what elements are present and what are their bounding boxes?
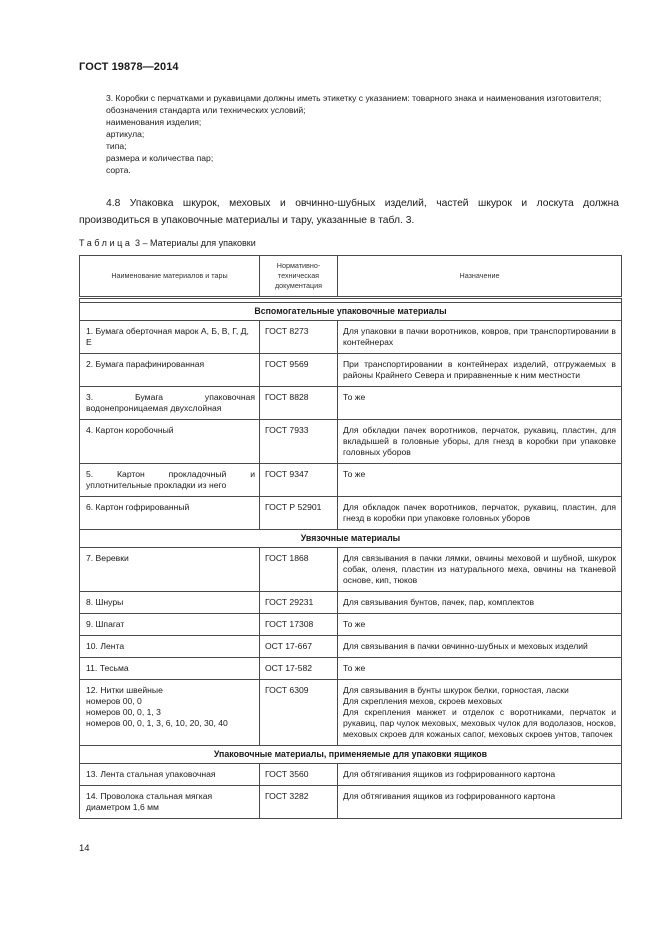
cell-name: 10. Лента bbox=[80, 636, 260, 658]
note-3-line: наименования изделия; bbox=[106, 117, 202, 127]
table-row bbox=[80, 636, 622, 658]
table-row bbox=[80, 592, 622, 614]
cell-doc: ГОСТ Р 52901 bbox=[260, 497, 338, 530]
header-purpose: Назначение bbox=[338, 256, 622, 298]
table-row bbox=[80, 464, 622, 497]
cell-purpose: Для обкладок пачек воротников, перчаток, рукавиц, пластин, для гнезд в коробки при упаковке головных уборов bbox=[338, 497, 622, 530]
cell-name: 9. Шпагат bbox=[80, 614, 260, 636]
note-3-line: сорта. bbox=[106, 165, 131, 175]
cell-purpose: То же bbox=[338, 658, 622, 680]
table-row bbox=[80, 420, 622, 464]
document-header: ГОСТ 19878—2014 bbox=[79, 61, 179, 73]
cell-name: 13. Лента стальная упаковочная bbox=[80, 764, 260, 786]
cell-purpose: Для связывания в пачки овчинно-шубных и меховых изделий bbox=[338, 636, 622, 658]
cell-purpose: Для связывания бунтов, пачек, пар, комплектов bbox=[338, 592, 622, 614]
cell-purpose-main: Для связывания в бунты шкурок белки, горностая, ласки bbox=[343, 685, 569, 695]
cell-purpose bbox=[338, 680, 622, 746]
cell-name: 14. Проволока стальная мягкая диаметром 1,6 мм bbox=[80, 786, 260, 819]
table-caption-label: Таблица bbox=[79, 238, 133, 248]
table-row bbox=[80, 658, 622, 680]
table-caption-title: 3 – Материалы для упаковки bbox=[132, 238, 256, 248]
section-title: Упаковочные материалы, применяемые для упаковки ящиков bbox=[80, 746, 622, 764]
table-row bbox=[80, 497, 622, 530]
note-3 bbox=[79, 92, 619, 176]
cell-purpose: Для обтягивания ящиков из гофрированного картона bbox=[338, 786, 622, 819]
note-3-intro: 3. Коробки с перчатками и рукавицами должны иметь этикетку с указанием: товарного знака и наименования изготовителя; bbox=[106, 93, 602, 103]
cell-purpose: То же bbox=[338, 387, 622, 420]
table-row bbox=[80, 548, 622, 592]
cell-purpose-sub: Для скрепления манжет и отделок с воротниками, перчаток и рукавиц, пар чулок меховых, меховых чулок для водолазов, носков, меховых скроев для кожаных сапог, меховых скроев унтов, тапочек bbox=[343, 707, 616, 739]
table-caption bbox=[79, 238, 256, 248]
cell-name: 3. Бумага упаковочная водонепроницаемая двухслойная bbox=[80, 387, 260, 420]
cell-purpose: Для обтягивания ящиков из гофрированного картона bbox=[338, 764, 622, 786]
cell-name: 8. Шнуры bbox=[80, 592, 260, 614]
cell-purpose-sub: Для скрепления мехов, скроев меховых bbox=[343, 696, 503, 706]
paragraph-4-8-text: 4.8 Упаковка шкурок, меховых и овчинно-шубных изделий, частей шкурок и лоскута должна производиться в упаковочные материалы и тару, указанные в табл. 3. bbox=[79, 198, 619, 226]
table-row bbox=[80, 786, 622, 819]
materials-table bbox=[79, 255, 622, 819]
page-number: 14 bbox=[79, 843, 90, 854]
cell-doc: ГОСТ 17308 bbox=[260, 614, 338, 636]
cell-name: 11. Тесьма bbox=[80, 658, 260, 680]
cell-purpose: При транспортировании в контейнерах изделий, отгружаемых в районы Крайнего Севера и приравненные к ним местности bbox=[338, 354, 622, 387]
table-row bbox=[80, 321, 622, 354]
cell-name bbox=[80, 680, 260, 746]
cell-purpose: То же bbox=[338, 464, 622, 497]
cell-purpose: Для связывания в пачки лямки, овчины меховой и шубной, шкурок собак, оленя, пластин из натурального меха, овчины на тканевой основе, кип, тюков bbox=[338, 548, 622, 592]
cell-purpose: Для обкладки пачек воротников, перчаток, рукавиц, пластин, для вкладышей в головные уборы, для гнезд в коробки при упаковке головных уборов bbox=[338, 420, 622, 464]
cell-doc: ГОСТ 3282 bbox=[260, 786, 338, 819]
table-header-row bbox=[80, 256, 622, 298]
note-3-line: типа; bbox=[106, 141, 127, 151]
cell-purpose: Для упаковки в пачки воротников, ковров, при транспортировании в контейнерах bbox=[338, 321, 622, 354]
note-3-line: артикула; bbox=[106, 129, 145, 139]
table-row bbox=[80, 387, 622, 420]
cell-name: 5. Картон прокладочный и уплотнительные прокладки из него bbox=[80, 464, 260, 497]
cell-purpose: То же bbox=[338, 614, 622, 636]
table-row bbox=[80, 680, 622, 746]
cell-doc: ГОСТ 1868 bbox=[260, 548, 338, 592]
cell-doc: ГОСТ 8273 bbox=[260, 321, 338, 354]
cell-doc: ГОСТ 9347 bbox=[260, 464, 338, 497]
cell-doc: ГОСТ 7933 bbox=[260, 420, 338, 464]
cell-name: 4. Картон коробочный bbox=[80, 420, 260, 464]
cell-doc: ГОСТ 8828 bbox=[260, 387, 338, 420]
cell-name: 1. Бумага оберточная марок А, Б, В, Г, Д, Е bbox=[80, 321, 260, 354]
cell-doc: ГОСТ 6309 bbox=[260, 680, 338, 746]
cell-name-sub: номеров 00, 0, 1, 3 bbox=[86, 707, 161, 717]
table-row bbox=[80, 614, 622, 636]
cell-name-main: 12. Нитки швейные bbox=[86, 685, 163, 695]
cell-name-sub: номеров 00, 0 bbox=[86, 696, 142, 706]
cell-doc: ГОСТ 29231 bbox=[260, 592, 338, 614]
table-row bbox=[80, 354, 622, 387]
paragraph-4-8 bbox=[79, 196, 619, 229]
cell-name: 2. Бумага парафинированная bbox=[80, 354, 260, 387]
cell-doc: ГОСТ 9569 bbox=[260, 354, 338, 387]
section-title: Увязочные материалы bbox=[80, 530, 622, 548]
header-name: Наименование материалов и тары bbox=[80, 256, 260, 298]
cell-name: 6. Картон гофрированный bbox=[80, 497, 260, 530]
cell-name-sub: номеров 00, 0, 1, 3, 6, 10, 20, 30, 40 bbox=[86, 718, 228, 728]
cell-name: 7. Веревки bbox=[80, 548, 260, 592]
section-title: Вспомогательные упаковочные материалы bbox=[80, 303, 622, 321]
note-3-line: обозначения стандарта или технических условий; bbox=[106, 105, 306, 115]
cell-doc: ГОСТ 3560 bbox=[260, 764, 338, 786]
note-3-line: размера и количества пар; bbox=[106, 153, 214, 163]
header-doc: Нормативно-техническая документация bbox=[260, 256, 338, 298]
cell-doc: ОСТ 17-667 bbox=[260, 636, 338, 658]
table-row bbox=[80, 764, 622, 786]
cell-doc: ОСТ 17-582 bbox=[260, 658, 338, 680]
